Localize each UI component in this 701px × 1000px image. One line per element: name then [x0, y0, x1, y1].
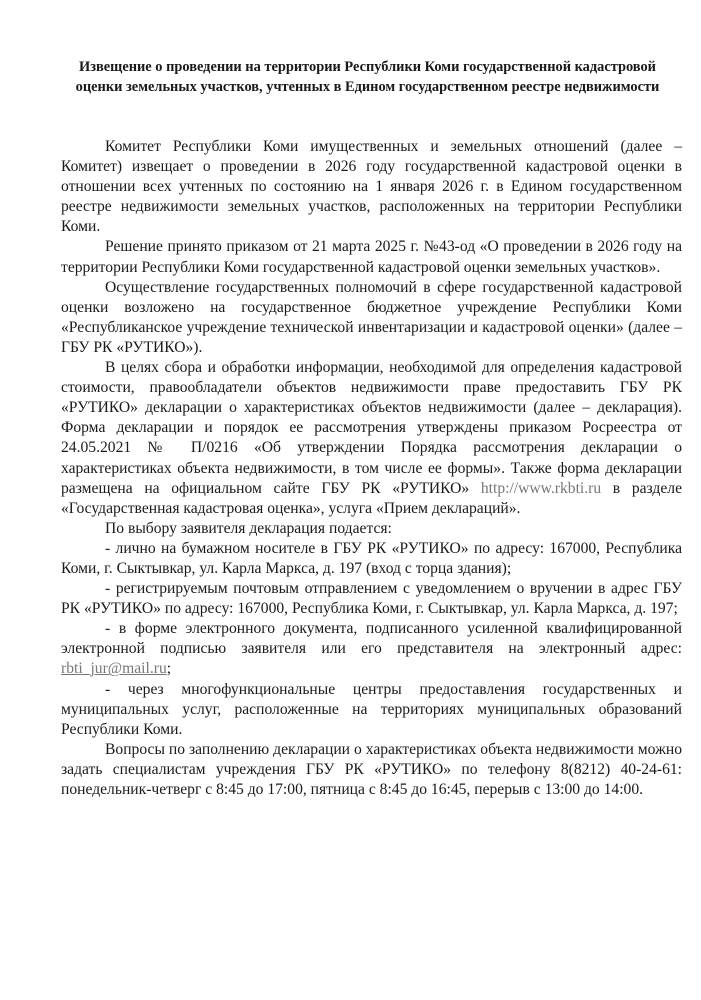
email-link[interactable]: rbti_jur@mail.ru [61, 660, 167, 678]
electronic-text: - в форме электронного документа, подписанного усиленной квалифицированной электронной подписью заявителя или его представителя на электронный адрес: [61, 620, 682, 658]
electronic-text-end: ; [166, 660, 172, 678]
list-item-registered-mail: - регистрируемым почтовым отправлением с уведомлением о вручении в адрес ГБУ РК «РУТИКО» по адресу: 167000, Республика Коми, г. Сыктывкар, ул. Карла Маркса, д. 197; [61, 580, 682, 618]
paragraph-committee-notice: Комитет Республики Коми имущественных и земельных отношений (далее – Комитет) извещает о проведении в 2026 году государственной кадастровой оценки в отношении всех учтенных по состоянию на 1 января 2026 г. в Едином государственном реестре недвижимости земельных участков, расположенных на территории Республики Коми. [61, 138, 682, 236]
rkbti-website-link[interactable]: http://www.rkbti.ru [480, 479, 602, 497]
list-item-mfc: - через многофункциональные центры предоставления государственных и муниципальных услуг, расположенные на территориях муниципальных образований Республики Коми. [61, 680, 682, 738]
paragraph-order-decision: Решение принято приказом от 21 марта 2025 г. №43-од «О проведении в 2026 году на территории Республики Коми государственной кадастровой оценки земельных участков». [61, 238, 682, 276]
document-title: Извещение о проведении на территории Республики Коми государственной кадастровой оценки земельных участков, учтенных в Едином государственном реестре недвижимости [75, 59, 660, 95]
paragraph-submission-intro: По выбору заявителя декларация подается: [105, 519, 392, 537]
declaration-text-start: В целях сбора и обработки информации, необходимой для определения кадастровой стоимости, правообладатели объектов недвижимости праве предоставить ГБУ РК «РУТИКО» декларации о характеристиках объектов недвижимости (далее – декларация). Форма декларации и порядок ее рассмотрения утверждены приказом Росреестра от 24.05.2021 № П/0216 «Об утверждении Порядка рассмотрения декларации о характеристиках объекта недвижимости, в том числе ее формы». Также форма декларации размещена на официальном сайте ГБУ РК «РУТИКО» [61, 359, 682, 497]
document-body [61, 137, 682, 800]
declaration-text-end: в разделе «Государственная кадастровая оценка», услуга «Прием деклараций». [61, 479, 682, 517]
list-item-in-person: - лично на бумажном носителе в ГБУ РК «РУТИКО» по адресу: 167000, Республика Коми, г. Сыктывкар, ул. Карла Маркса, д. 197 (вход с торца здания); [61, 539, 682, 577]
list-item-electronic [61, 619, 682, 679]
paragraph-authority: Осуществление государственных полномочий в сфере государственной кадастровой оценки возложено на государственное бюджетное учреждение Республики Коми «Республиканское учреждение технической инвентаризации и кадастровой оценки» (далее – ГБУ РК «РУТИКО»). [61, 278, 682, 356]
paragraph-contacts: Вопросы по заполнению декларации о характеристиках объекта недвижимости можно задать специалистам учреждения ГБУ РК «РУТИКО» по телефону 8(8212) 40-24-61: понедельник-четверг с 8:45 до 17:00, пятница с 8:45 до 16:45, перерыв с 13:00 до 14:00. [61, 740, 682, 798]
paragraph-declaration [61, 358, 682, 519]
